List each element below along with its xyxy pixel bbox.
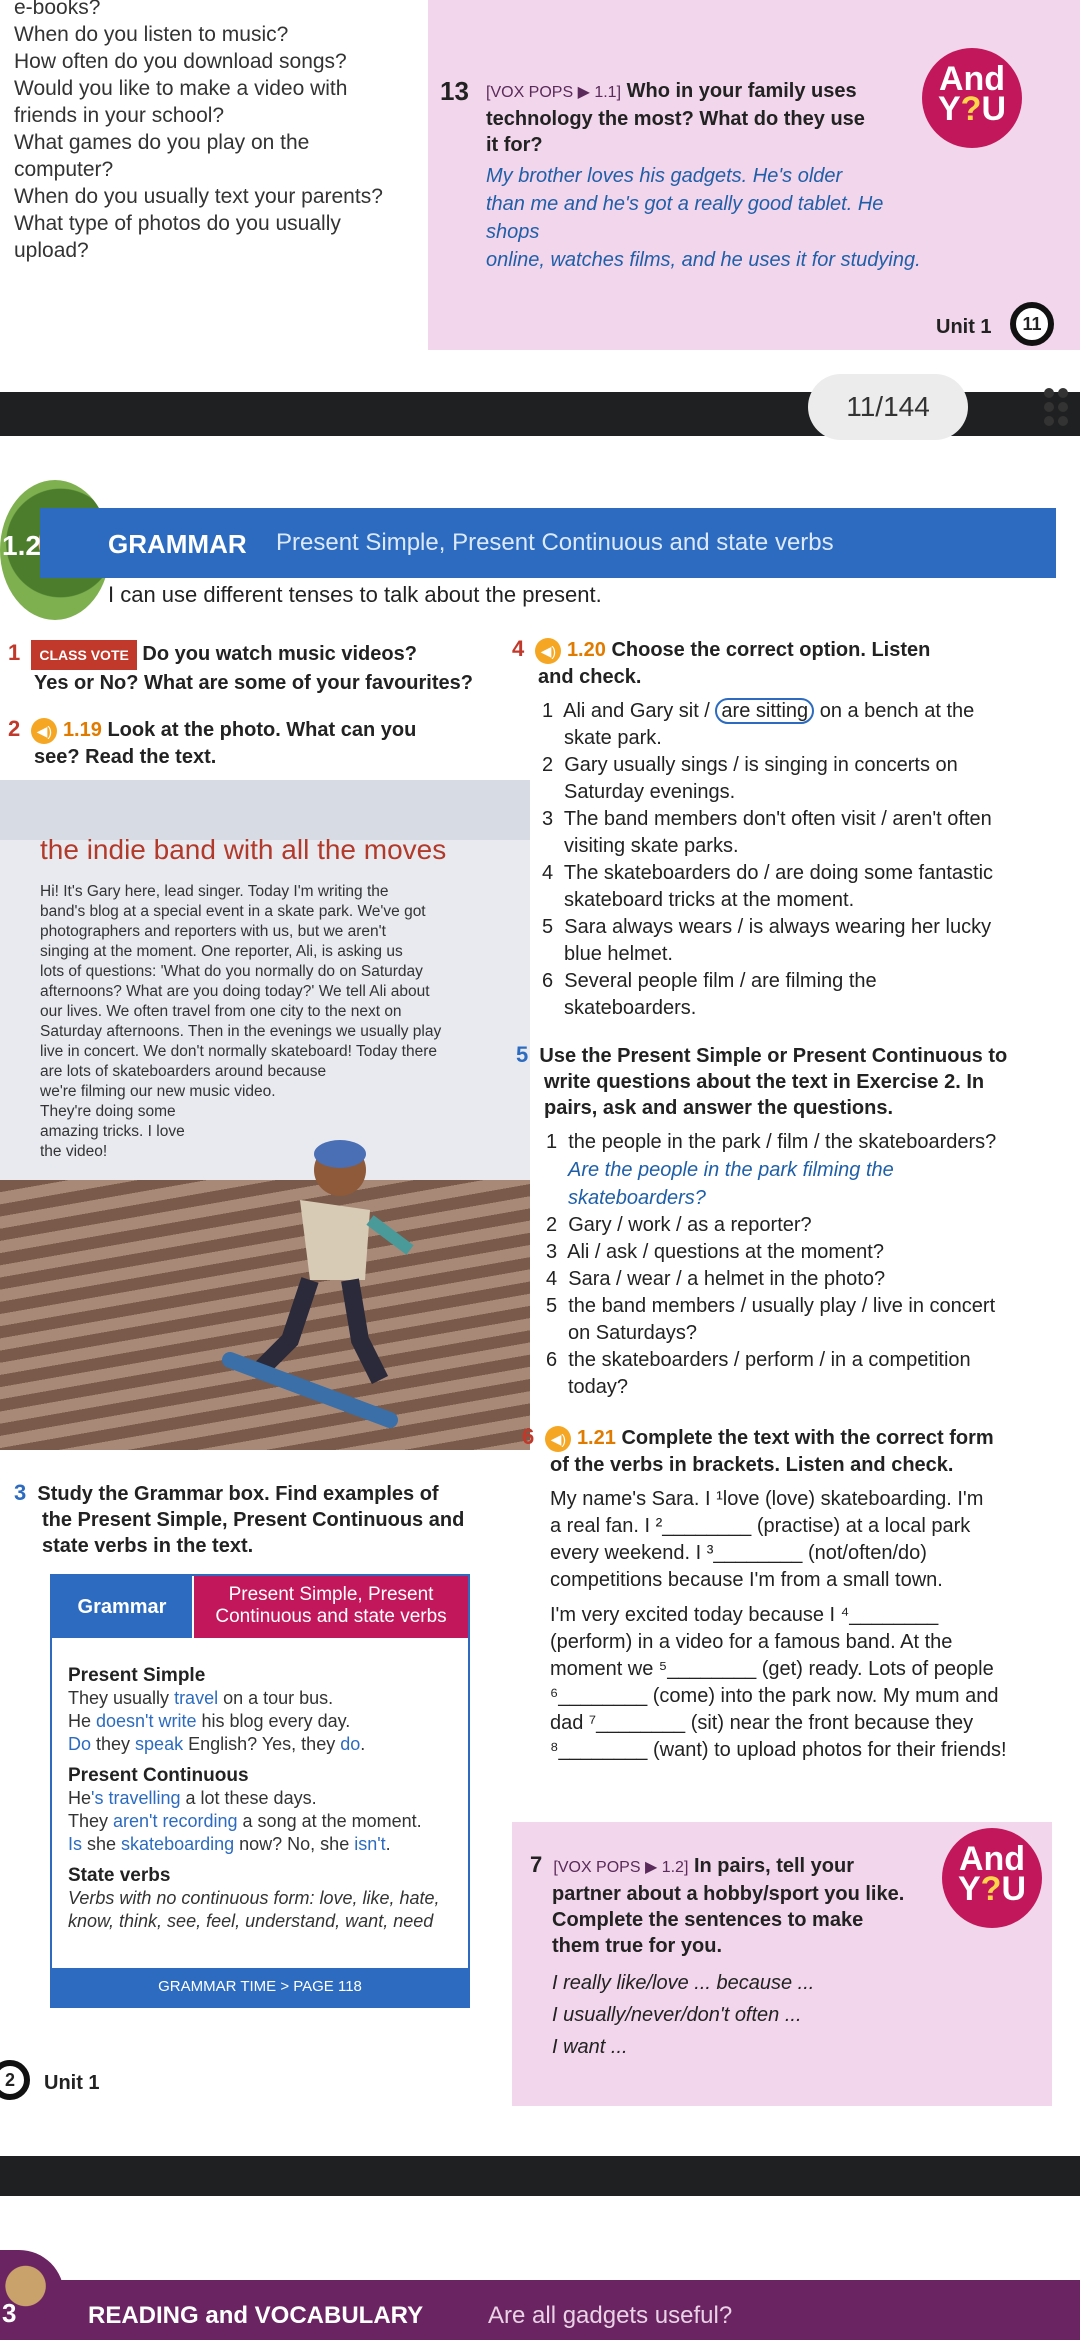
question: e-books?	[14, 0, 101, 19]
question-list	[14, 0, 434, 264]
audio-play-icon[interactable]: ◀)	[545, 1426, 571, 1452]
question: When do you usually text your parents?	[14, 185, 383, 208]
question: What type of photos do you usually	[14, 212, 341, 235]
grammar-content: Present Simple They usually travel on a tour bus. He doesn't write his blog every day. Do they speak English? Yes, they do. Present Continuous He's travelling a lot these days. They aren't recording a song at the moment. Is she skateboarding now? No, she isn't. State verbs Verbs with no continuous form: love, like, hate, know, think, see, feel, understand, want, need	[68, 1665, 440, 1931]
exercise-13: [VOX POPS ▶ 1.1] Who in your family uses technology the most? What do they use it for? My brother loves his gadgets. He's older than me and he's got a really good tablet. He shops online, watches films, and he uses it for studying.	[486, 80, 921, 271]
lesson-number: 1.2	[2, 530, 41, 561]
vox-pops-link[interactable]: [VOX POPS ▶ 1.1]	[486, 84, 622, 101]
class-vote-tag: CLASS VOTE	[31, 640, 136, 670]
unit-label: Unit 1	[44, 2072, 100, 2094]
exercise-2: 2 ◀) 1.19 Look at the photo. What can you see? Read the text.	[8, 716, 417, 768]
lesson-title: GRAMMAR	[108, 529, 247, 559]
grammar-time-link[interactable]: GRAMMAR TIME > PAGE 118	[52, 1968, 468, 2006]
question: Would you like to make a video with	[14, 77, 348, 100]
grammar-tab: Grammar	[52, 1576, 192, 1638]
exercise-1: 1 CLASS VOTE Do you watch music videos? Yes or No? What are some of your favourites?	[8, 640, 473, 694]
page-separator	[0, 2156, 1080, 2196]
exercise-3: 3 Study the Grammar box. Find examples of the Present Simple, Present Continuous and state verbs in the text.	[14, 1480, 465, 1557]
skater-photo	[190, 1130, 420, 1430]
audio-play-icon[interactable]: ◀)	[31, 718, 57, 744]
page-number-badge: 11	[1010, 302, 1054, 346]
blog-title: the indie band with all the moves	[40, 834, 447, 865]
unit-label: Unit 1	[936, 316, 992, 338]
audio-play-icon[interactable]: ◀)	[535, 638, 561, 664]
question: upload?	[14, 239, 89, 262]
page-counter[interactable]: 11/144	[808, 374, 968, 440]
question: computer?	[14, 158, 114, 181]
next-lesson-title: READING and VOCABULARY	[88, 2302, 424, 2329]
page-number-badge: 2	[0, 2060, 30, 2100]
and-you-badge: And Y?U	[922, 48, 1022, 148]
question: When do you listen to music?	[14, 23, 289, 46]
learning-objective: I can use different tenses to talk about the present.	[108, 582, 602, 607]
question: How often do you download songs?	[14, 50, 347, 73]
next-lesson-subtitle: Are all gadgets useful?	[488, 2302, 733, 2329]
exercise-4: 4 ◀) 1.20 Choose the correct option. Listen and check. 1 Ali and Gary sit / are sitting on a bench at the skate park. 2 Gary usually sings / is singing in concerts on Saturday evenings. 3 The band members don't often visit / aren't often visiting skate parks. 4 The skateboarders do / are doing some fantastic skateboard tricks at the moment. 5 Sara always wears / is always wearing her lucky blue helmet. 6 Several people film / are filming the skateboarders.	[512, 636, 994, 1019]
blog-text: Hi! It's Gary here, lead singer. Today I'm writing the band's blog at a special event in a skate park. We've got photographers and reporters with us, but we aren't singing at the moment. One reporter, Ali, is asking us lots of questions: 'What do you normally do on Saturday afternoons? What are you doing today?' We tell Ali about our lives. We often travel from one city to the next on Saturday afternoons. Then in the evenings we usually play live in concert. We don't normally skateboard! Today there are lots of skateboarders around because we're filming our new music video. They're doing some amazing tricks. I love the video!	[40, 883, 442, 1160]
exercise-5: 5 Use the Present Simple or Present Continuous to write questions about the text in Exercise 2. In pairs, ask and answer the questions. 1 the people in the park / film / the skateboarders? Are the people in the park filming the skateboarders? 2 Gary / work / as a reporter? 3 Ali / ask / questions at the moment? 4 Sara / wear / a helmet in the photo? 5 the band members / usually play / live in concert on Saturdays? 6 the skateboarders / perform / in a competition today?	[516, 1042, 1008, 1398]
exercise-13-number: 13	[440, 76, 469, 106]
blog-card-header	[0, 780, 530, 840]
grammar-subtab: Present Simple, Present Continuous and state verbs	[194, 1576, 468, 1638]
and-you-badge: And Y?U	[942, 1828, 1042, 1928]
lesson-subtitle: Present Simple, Present Continuous and state verbs	[276, 529, 834, 556]
question: friends in your school?	[14, 104, 225, 127]
more-options-icon[interactable]	[1040, 386, 1070, 430]
question: What games do you play on the	[14, 131, 310, 154]
vox-pops-link[interactable]: [VOX POPS ▶ 1.2]	[553, 1859, 689, 1876]
next-lesson-number: 3	[0, 2250, 64, 2340]
exercise-6: 6 ◀) 1.21 Complete the text with the correct form of the verbs in brackets. Listen and check. My name's Sara. I ¹love (love) skateboarding. I'm a real fan. I ²________ (practise) at a local park every weekend. I ³________ (not/often/do) competitions because I'm from a small town. I'm very excited today because I ⁴________ (perform) in a video for a famous band. At the moment we ⁵________ (get) ready. Lots of people ⁶________ (come) into the park now. My mum and dad ⁷________ (sit) near the front because they ⁸________ (want) to upload photos for their friends!	[522, 1424, 1007, 1761]
exercise-7: 7 [VOX POPS ▶ 1.2] In pairs, tell your partner about a hobby/sport you like. Complete the sentences to make them true for you. I really like/love ... because ... I usually/never/don't often ... I want ...	[530, 1852, 905, 2058]
